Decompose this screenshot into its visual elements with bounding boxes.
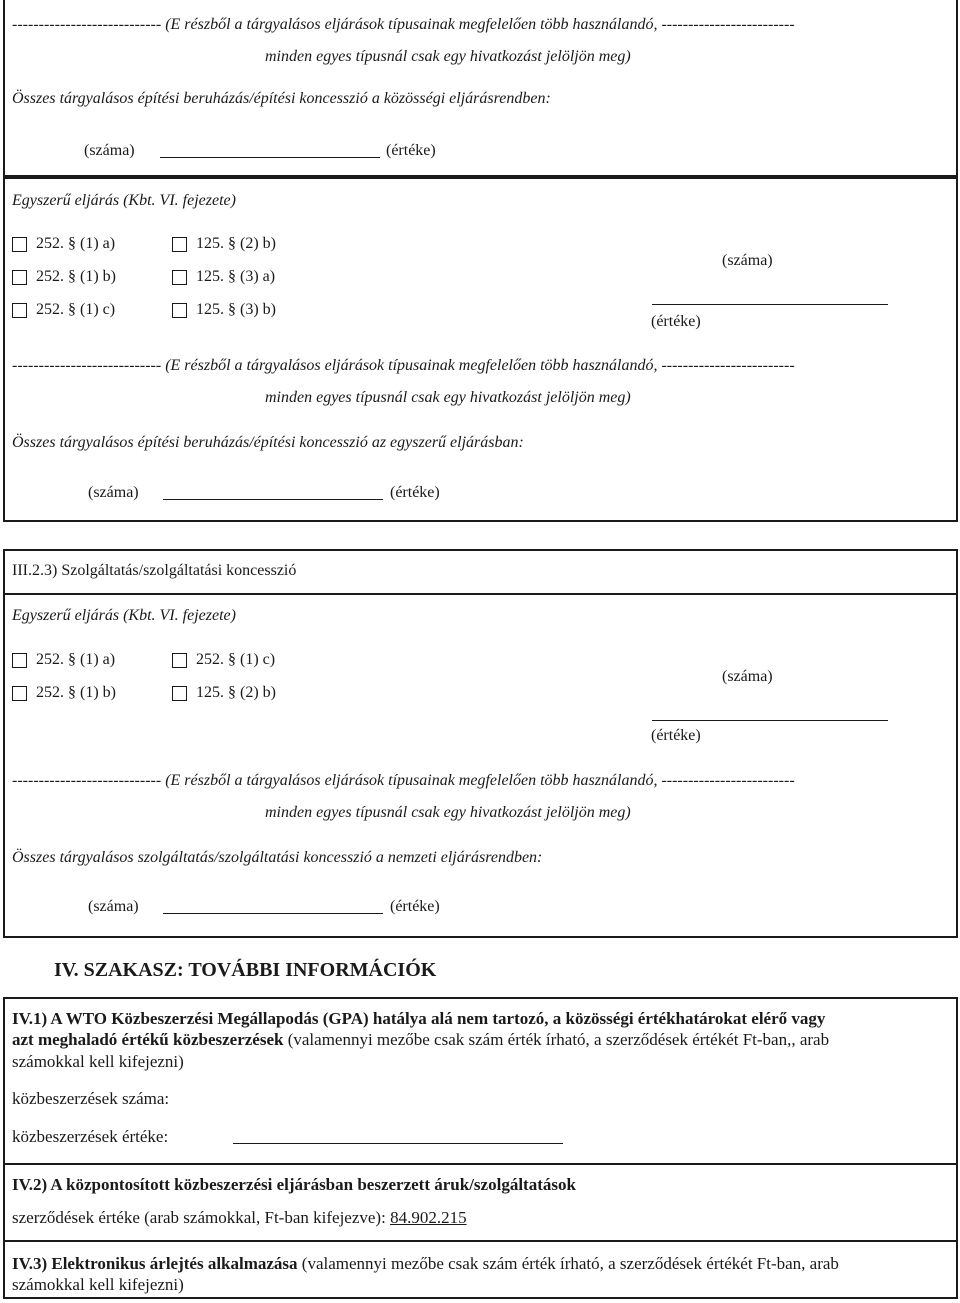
iv1-title-line2 [12,1030,829,1050]
section-b-box [3,177,958,522]
section-a-separator-line2: minden egyes típusnál csak egy hivatkozást jelöljön meg) [265,48,631,65]
checkbox-label: 125. § (3) b) [196,301,276,318]
checkbox-125-3-b[interactable] [172,303,187,318]
section-b-heading: Egyszerű eljárás (Kbt. VI. fejezete) [12,192,236,209]
iv2-label: szerződések értéke (arab számokkal, Ft-ban kifejezve): [12,1208,391,1227]
kozb-erteke-field[interactable] [233,1143,563,1144]
checkbox-c-125-2-b[interactable] [172,686,187,701]
section-b-total-szama-field[interactable] [163,499,383,500]
checkbox-c-252-1-c[interactable] [172,653,187,668]
section-a-erteke-label: (értéke) [386,142,436,159]
kozb-szama-label: közbeszerzések száma: [12,1089,170,1108]
section-c-szama-label: (száma) [722,668,773,685]
section-b-total-erteke-label: (értéke) [390,484,440,501]
checkbox-252-1-c[interactable] [12,303,27,318]
checkbox-c-252-1-b[interactable] [12,686,27,701]
checkbox-label: 252. § (1) b) [36,268,116,285]
iv1-normal-part: (valamennyi mezőbe csak szám érték írható, a szerződések értékét Ft-ban,, arab [283,1030,830,1049]
checkbox-label: 125. § (2) b) [196,235,276,252]
iv3-bold-part: IV.3) Elektronikus árlejtés alkalmazása [12,1254,298,1273]
section-c-total-szama-field[interactable] [163,913,383,914]
iv1-title-line1: IV.1) A WTO Közbeszerzési Megállapodás (GPA) hatálya alá nem tartozó, a közösségi értékhatárokat elérő vagy [12,1009,826,1028]
section-a-szama-label: (száma) [84,142,135,159]
section-b-total-heading: Összes tárgyalásos építési beruházás/építési koncesszió az egyszerű eljárásban: [12,434,524,451]
section-a-total-heading: Összes tárgyalásos építési beruházás/építési koncesszió a közösségi eljárásrendben: [12,90,551,107]
section-a-szama-field[interactable] [160,157,380,158]
section-b-separator: ---------------------------- (E részből a tárgyalásos eljárások típusainak megfelelően több használandó, ------------------------- [12,357,795,374]
section-c-heading: Egyszerű eljárás (Kbt. VI. fejezete) [12,607,236,624]
section-c-title: III.2.3) Szolgáltatás/szolgáltatási koncesszió [12,562,297,579]
iv3-normal-part: (valamennyi mezőbe csak szám érték írható, a szerződések értékét Ft-ban, arab [297,1254,839,1273]
section-b-separator-line2: minden egyes típusnál csak egy hivatkozást jelöljön meg) [265,389,631,406]
checkbox-label: 252. § (1) a) [36,651,116,668]
checkbox-125-3-a[interactable] [172,270,187,285]
section-c-value-field[interactable] [652,720,888,721]
iv1-bold-part: azt meghaladó értékű közbeszerzések [12,1030,284,1049]
checkbox-label: 252. § (1) c) [36,301,116,318]
checkbox-label: 125. § (3) a) [196,268,276,285]
iv3-line1 [12,1254,839,1274]
checkbox-252-1-b[interactable] [12,270,27,285]
iv2-title: IV.2) A központosított közbeszerzési eljárásban beszerzett áruk/szolgáltatások [12,1175,576,1194]
checkbox-252-1-a[interactable] [12,237,27,252]
checkbox-label: 125. § (2) b) [196,684,276,701]
iv2-line [12,1208,467,1228]
section-c-box [3,593,958,938]
section-c-total-heading: Összes tárgyalásos szolgáltatás/szolgáltatási koncesszió a nemzeti eljárásrendben: [12,849,543,866]
section-c-erteke-label: (értéke) [651,727,701,744]
checkbox-label: 252. § (1) a) [36,235,116,252]
section-iv-title: IV. SZAKASZ: TOVÁBBI INFORMÁCIÓK [54,959,437,981]
section-b-erteke-label: (értéke) [651,313,701,330]
section-a-separator: ---------------------------- (E részből a tárgyalásos eljárások típusainak megfelelően több használandó, ------------------------- [12,16,795,33]
kozb-erteke-label: közbeszerzések értéke: [12,1127,169,1146]
checkbox-label: 252. § (1) b) [36,684,116,701]
iv3-line2: számokkal kell kifejezni) [12,1275,184,1294]
section-b-total-szama-label: (száma) [88,484,139,501]
divider [3,1163,958,1165]
section-c-total-erteke-label: (értéke) [390,898,440,915]
divider [3,1240,958,1242]
section-c-separator: ---------------------------- (E részből a tárgyalásos eljárások típusainak megfelelően több használandó, ------------------------- [12,772,795,789]
section-c-separator-line2: minden egyes típusnál csak egy hivatkozást jelöljön meg) [265,804,631,821]
iv2-value[interactable]: 84.902.215 [390,1208,467,1227]
iv1-title-line3: számokkal kell kifejezni) [12,1052,184,1071]
section-c-total-szama-label: (száma) [88,898,139,915]
checkbox-label: 252. § (1) c) [196,651,276,668]
checkbox-c-252-1-a[interactable] [12,653,27,668]
section-b-value-field[interactable] [652,304,888,305]
section-b-szama-label: (száma) [722,252,773,269]
checkbox-125-2-b[interactable] [172,237,187,252]
